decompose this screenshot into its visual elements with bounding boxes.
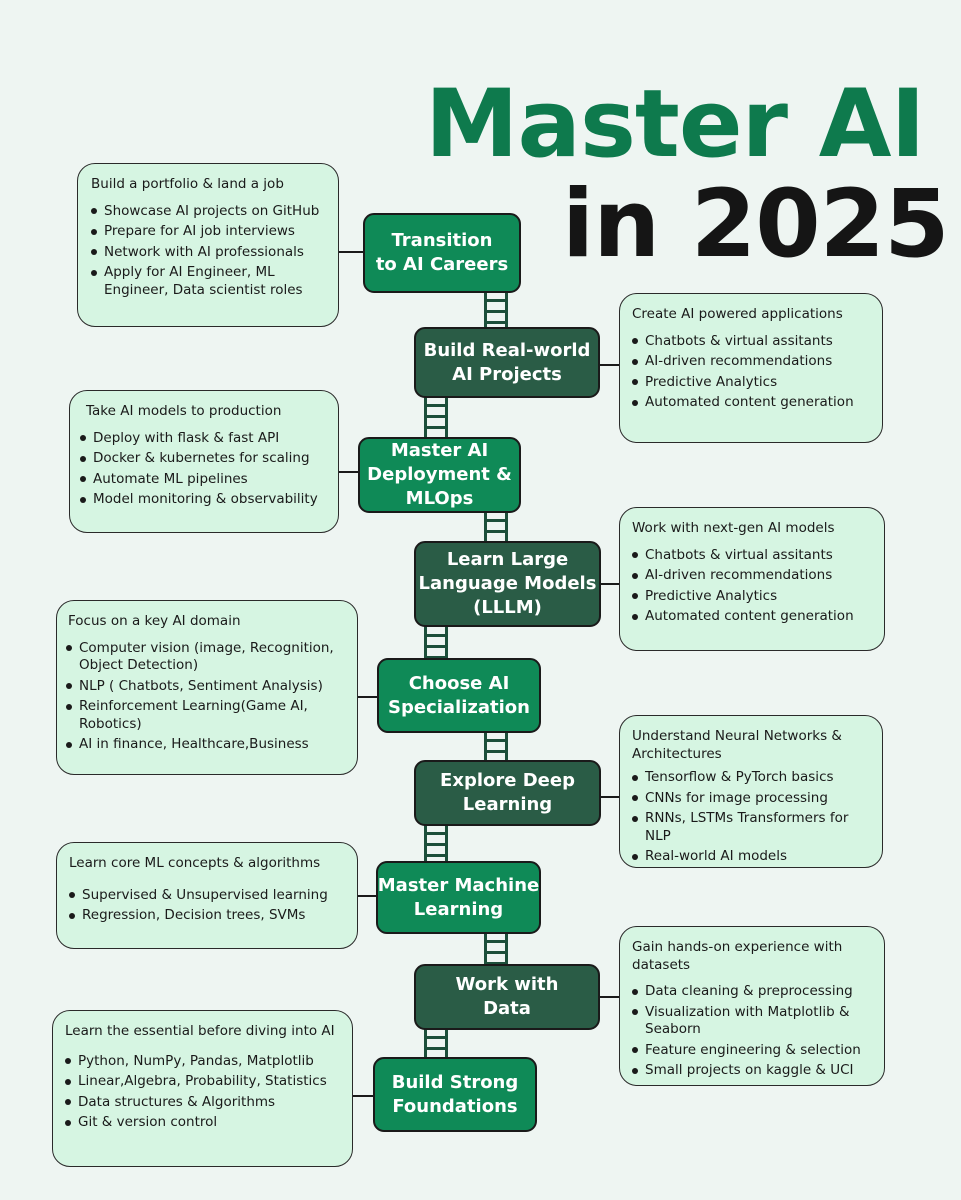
card-llm: [619, 507, 885, 651]
step-text: to AI Careers: [375, 254, 509, 275]
card-careers: [77, 163, 339, 327]
card-bullet: Chatbots & virtual assitants: [632, 333, 870, 351]
step-text: Choose AI: [408, 672, 510, 694]
step-text: Foundations: [392, 1095, 518, 1117]
step-text: AI Projects: [452, 363, 562, 385]
step-work-with-data: [414, 964, 600, 1030]
card-heading: Create AI powered applications: [632, 306, 843, 322]
card-bullet: Supervised & Unsupervised learning: [69, 887, 345, 905]
step-explore-deep-learning: [414, 760, 601, 826]
card-list: [80, 430, 326, 509]
card-bullet: Chatbots & virtual assitants: [632, 547, 872, 565]
card-connector-line: [353, 1095, 374, 1097]
card-bullet: Network with AI professionals: [91, 244, 326, 262]
card-connector-line: [339, 251, 364, 253]
ladder-connector: [484, 731, 508, 762]
step-text: Language Models: [418, 573, 597, 595]
card-bullet: Python, NumPy, Pandas, Matplotlib: [65, 1053, 340, 1071]
title-line-2: in 2025: [562, 170, 949, 279]
ladder-connector: [424, 626, 448, 660]
card-bullet: Visualization with Matplotlib & Seaborn: [632, 1004, 872, 1039]
card-connector-line: [600, 996, 620, 998]
card-heading: Learn core ML concepts & algorithms: [69, 855, 321, 871]
card-heading: Understand Neural Networks & Architectures: [632, 728, 842, 762]
card-list: [632, 333, 870, 412]
card-bullet: NLP ( Chatbots, Sentiment Analysis): [66, 678, 345, 696]
card-bullet: Tensorflow & PyTorch basics: [632, 769, 870, 787]
card-bullet: Predictive Analytics: [632, 588, 872, 606]
card-connector-line: [601, 583, 619, 585]
step-learn-large-language-models: [414, 541, 601, 627]
card-bullet: Prepare for AI job interviews: [91, 223, 326, 241]
ladder-connector: [424, 824, 448, 863]
card-list: [91, 203, 326, 300]
step-transition-to-ai-careers: [363, 213, 521, 293]
step-text: Explore Deep: [440, 770, 575, 792]
card-bullet: Automated content generation: [632, 608, 872, 626]
step-choose-ai-specialization: [377, 658, 541, 733]
card-bullet: Docker & kubernetes for scaling: [80, 450, 326, 468]
card-bullet: Showcase AI projects on GitHub: [91, 203, 326, 221]
step-text: Build Strong: [391, 1071, 519, 1093]
card-real-world-projects: [619, 293, 883, 443]
step-text: Data: [483, 998, 531, 1019]
card-bullet: Reinforcement Learning(Game AI, Robotics): [66, 698, 345, 733]
step-text: Transition: [391, 230, 493, 252]
ladder-connector: [484, 511, 508, 544]
ladder-connector: [484, 932, 508, 966]
card-heading: Learn the essential before diving into AI: [65, 1023, 335, 1039]
card-bullet: Small projects on kaggle & UCI: [632, 1062, 872, 1080]
step-text: Build Real-world: [423, 339, 591, 361]
step-text: Deployment &: [367, 464, 512, 486]
step-build-real-world-ai-projects: [414, 327, 600, 398]
title-line-1: Master AI: [425, 70, 925, 179]
ladder-connector: [484, 291, 508, 330]
card-specialization: [56, 600, 358, 775]
card-heading: Gain hands-on experience with datasets: [632, 939, 843, 973]
card-bullet: Git & version control: [65, 1114, 340, 1132]
card-bullet: Model monitoring & observability: [80, 491, 326, 509]
card-bullet: Linear,Algebra, Probability, Statistics: [65, 1073, 340, 1091]
card-bullet: AI in finance, Healthcare,Business: [66, 736, 345, 754]
ladder-connector: [424, 1028, 448, 1059]
card-bullet: Deploy with flask & fast API: [80, 430, 326, 448]
card-heading: Take AI models to production: [86, 403, 282, 419]
card-foundations: [52, 1010, 353, 1167]
step-text: Learn Large: [446, 549, 569, 571]
card-machine-learning: [56, 842, 358, 949]
card-connector-line: [339, 471, 359, 473]
step-text: Master Machine: [377, 874, 540, 896]
step-text: Work with: [455, 974, 559, 996]
card-bullet: Computer vision (image, Recognition, Object Detection): [66, 640, 345, 675]
step-text: Master AI: [390, 440, 489, 462]
card-bullet: Feature engineering & selection: [632, 1042, 872, 1060]
card-list: [632, 983, 872, 1080]
card-connector-line: [599, 364, 619, 366]
card-bullet: RNNs, LSTMs Transformers for NLP: [632, 810, 870, 845]
card-connector-line: [358, 895, 377, 897]
card-deployment-mlops: [69, 390, 339, 533]
card-connector-line: [358, 696, 378, 698]
card-bullet: Regression, Decision trees, SVMs: [69, 907, 345, 925]
card-list: [66, 640, 345, 754]
card-bullet: Apply for AI Engineer, ML Engineer, Data scientist roles: [91, 264, 326, 299]
step-text: Learning: [413, 898, 504, 920]
card-connector-line: [601, 796, 619, 798]
card-list: [632, 547, 872, 626]
card-bullet: Data structures & Algorithms: [65, 1094, 340, 1112]
card-bullet: CNNs for image processing: [632, 790, 870, 808]
card-data: [619, 926, 885, 1086]
card-bullet: Automated content generation: [632, 394, 870, 412]
card-list: [69, 887, 345, 925]
step-build-strong-foundations: [373, 1057, 537, 1132]
ladder-connector: [424, 396, 448, 440]
card-bullet: Real-world AI models: [632, 848, 870, 866]
step-text: Learning: [462, 794, 553, 815]
card-bullet: Predictive Analytics: [632, 374, 870, 392]
card-deep-learning: [619, 715, 883, 868]
card-bullet: Data cleaning & preprocessing: [632, 983, 872, 1001]
step-master-machine-learning: [376, 861, 541, 934]
card-list: [632, 769, 870, 866]
step-text: Specialization: [388, 696, 530, 718]
card-heading: Work with next-gen AI models: [632, 520, 835, 536]
step-text: MLOps: [405, 487, 474, 509]
step-text: (LLLM): [473, 596, 542, 618]
step-master-ai-deployment-mlops: [358, 437, 521, 513]
card-bullet: Automate ML pipelines: [80, 471, 326, 489]
card-bullet: AI-driven recommendations: [632, 567, 872, 585]
card-list: [65, 1053, 340, 1132]
card-heading: Build a portfolio & land a job: [91, 176, 284, 192]
card-heading: Focus on a key AI domain: [68, 613, 241, 629]
card-bullet: AI-driven recommendations: [632, 353, 870, 371]
